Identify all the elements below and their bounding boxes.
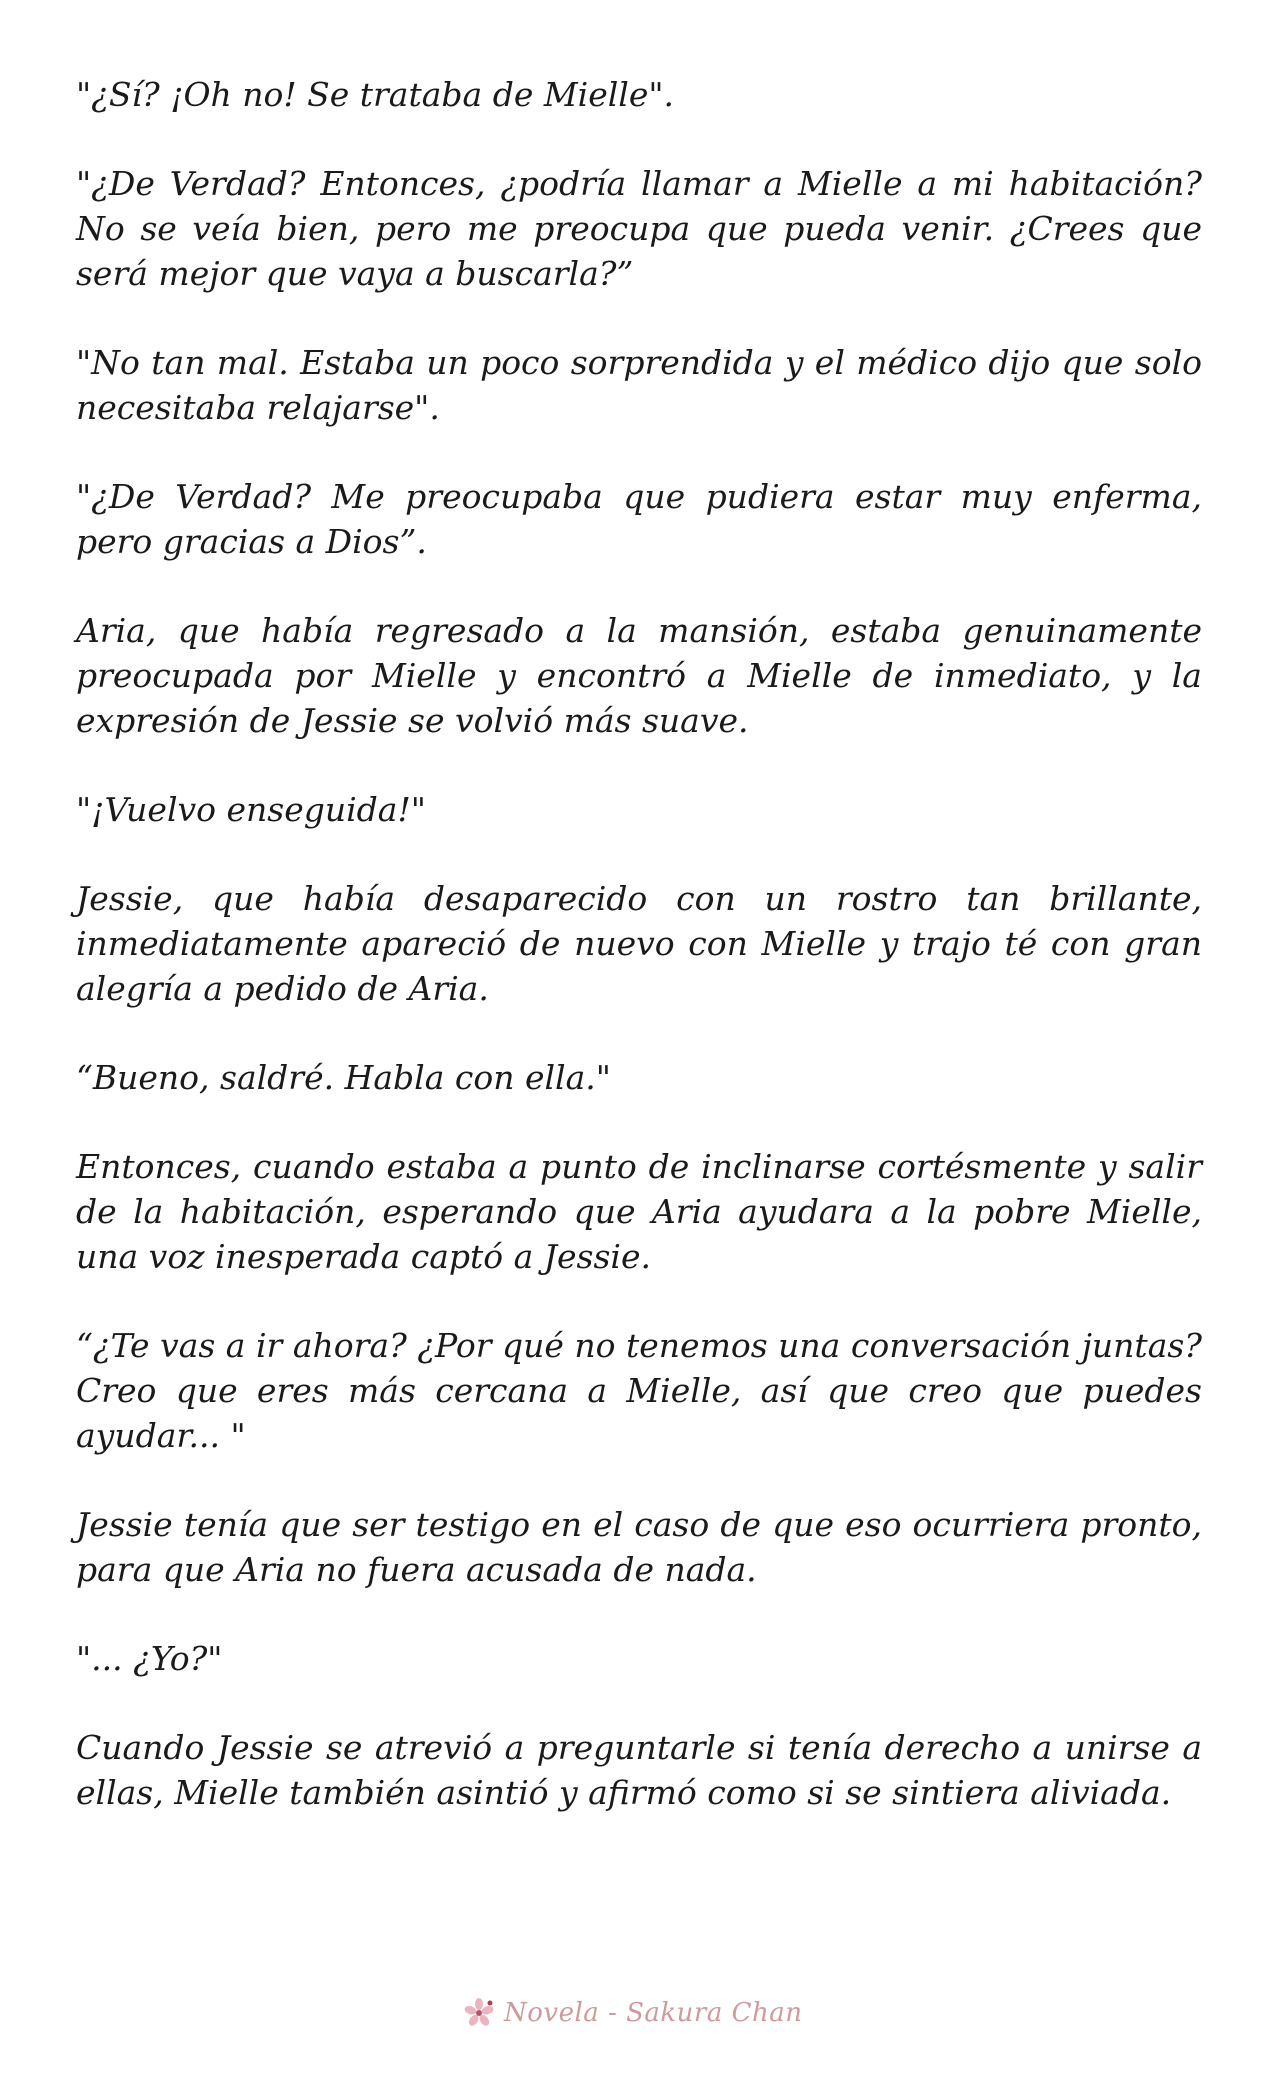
paragraph-10: “¿Te vas a ir ahora? ¿Por qué no tenemos una conversación juntas? Creo que eres más cercana a Mielle, así que creo que puedes ayudar... ": [76, 1326, 1202, 1455]
paragraph-7: Jessie, que había desaparecido con un rostro tan brillante, inmediatamente apareció de nuevo con Mielle y trajo té con gran alegría a pedido de Aria.: [76, 879, 1202, 1008]
paragraph-1: "¿Sí? ¡Oh no! Se trataba de Mielle".: [76, 75, 675, 114]
story-text: [76, 72, 1202, 1859]
paragraph-6: "¡Vuelvo enseguida!": [76, 790, 426, 829]
paragraph-2: "¿De Verdad? Entonces, ¿podría llamar a Mielle a mi habitación? No se veía bien, pero me preocupa que pueda venir. ¿Crees que será mejor que vaya a buscarla?”: [76, 164, 1202, 293]
paragraph-9: Entonces, cuando estaba a punto de inclinarse cortésmente y salir de la habitación, esperando que Aria ayudara a la pobre Mielle, una voz inesperada captó a Jessie.: [76, 1147, 1202, 1276]
paragraph-3: "No tan mal. Estaba un poco sorprendida y el médico dijo que solo necesitaba relajarse".: [76, 343, 1202, 427]
paragraph-5: Aria, que había regresado a la mansión, estaba genuinamente preocupada por Mielle y encontró a Mielle de inmediato, y la expresión de Jessie se volvió más suave.: [76, 611, 1202, 740]
sakura-flower-icon: [462, 1996, 496, 2030]
watermark: [462, 1990, 832, 2036]
paragraph-12: "... ¿Yo?": [76, 1639, 223, 1678]
paragraph-11: Jessie tenía que ser testigo en el caso de que eso ocurriera pronto, para que Aria no fuera acusada de nada.: [76, 1505, 1202, 1589]
paragraph-8: “Bueno, saldré. Habla con ella.": [76, 1058, 611, 1097]
watermark-text: Novela - Sakura Chan: [504, 1998, 803, 2028]
paragraph-13: Cuando Jessie se atrevió a preguntarle si tenía derecho a unirse a ellas, Mielle también asintió y afirmó como si se sintiera aliviada.: [76, 1728, 1202, 1812]
paragraph-4: "¿De Verdad? Me preocupaba que pudiera estar muy enferma, pero gracias a Dios”.: [76, 477, 1202, 561]
